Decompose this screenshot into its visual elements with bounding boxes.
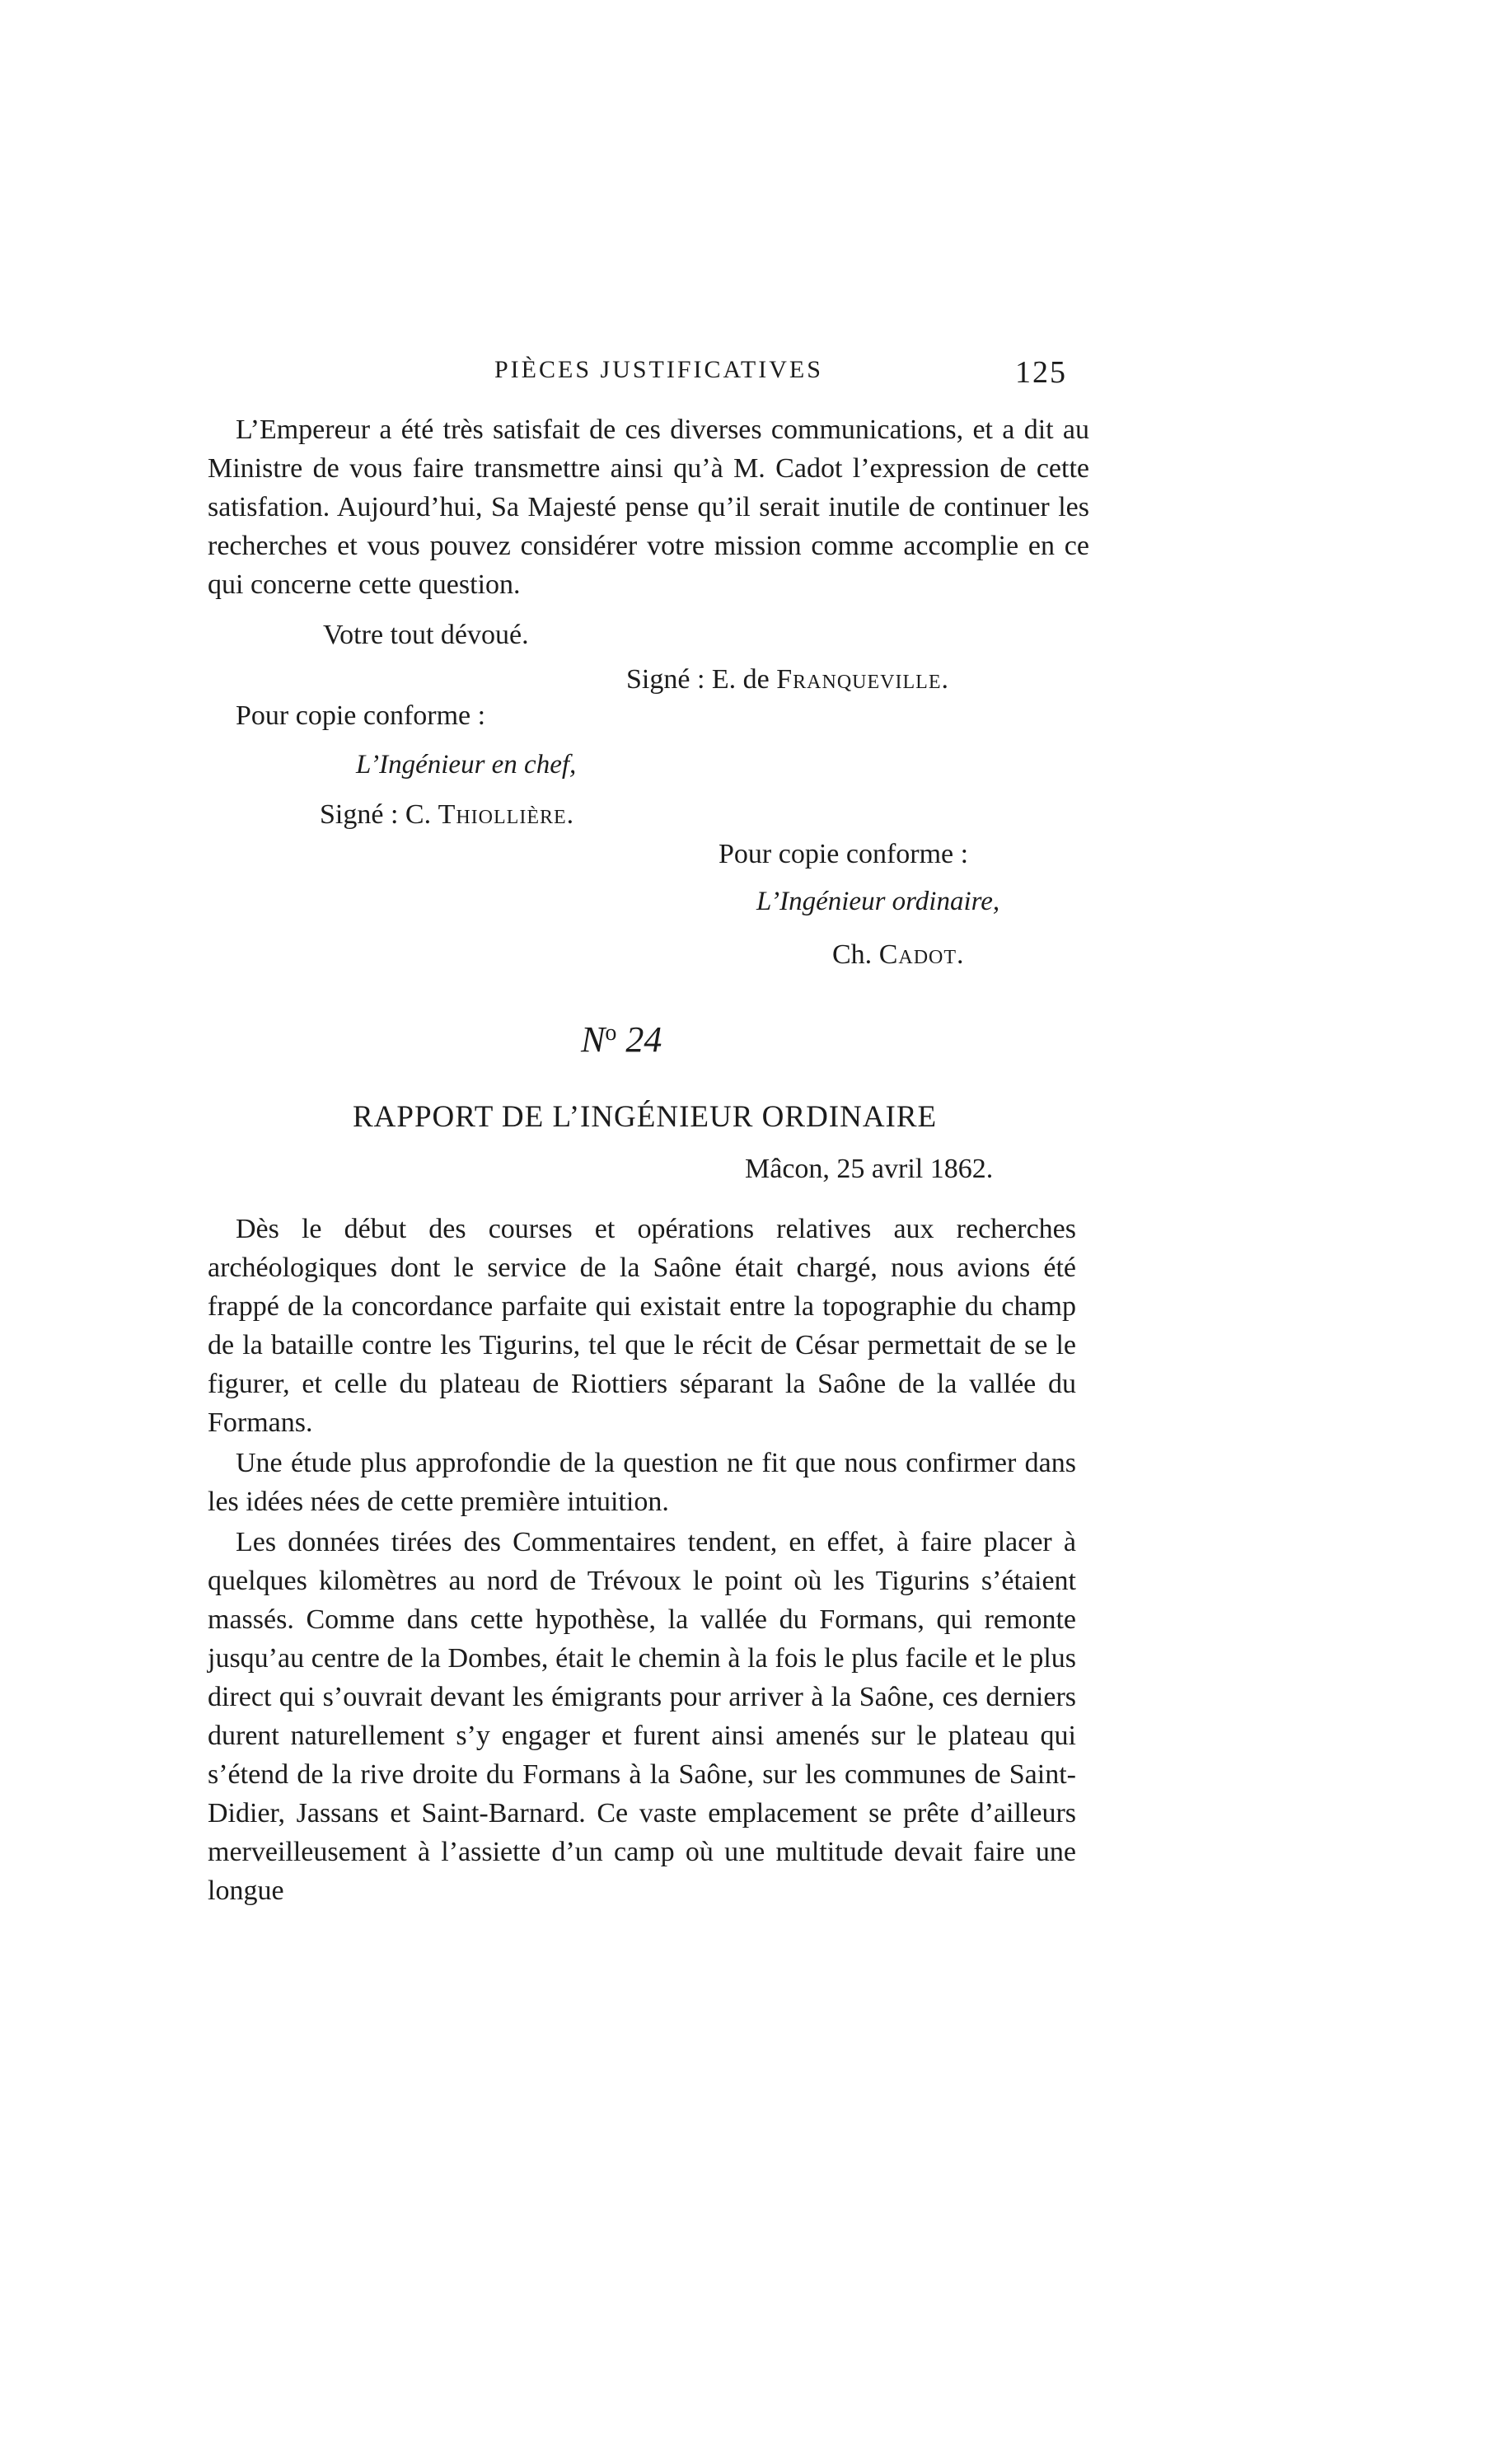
page-number: 125 bbox=[1015, 355, 1067, 390]
copy-conform-label-right: Pour copie conforme : bbox=[719, 839, 969, 869]
signature-name: Franqueville. bbox=[776, 664, 949, 695]
signature-prefix: Signé : C. bbox=[320, 799, 438, 830]
report-heading: RAPPORT DE L’INGÉNIEUR ORDINAIRE bbox=[353, 1100, 938, 1134]
place-date: Mâcon, 25 avril 1862. bbox=[745, 1154, 994, 1184]
number-prefix: N bbox=[581, 1019, 606, 1060]
number-value: 24 bbox=[625, 1019, 662, 1060]
copy-conform-label-left: Pour copie conforme : bbox=[236, 700, 486, 731]
signature-name: Cadot. bbox=[878, 939, 965, 970]
report-paragraph: Les données tirées des Commentaires tendent, en effet, à faire placer à quelques kilomètres au nord de Trévoux le point où les Tigurins s’étaient massés. Comme dans cette hypothèse, la vallée du Formans, qui remonte jusqu’au centre de la Dombes, était le chemin à la fois le plus facile et le plus direct qui s’ouvrait devant les émigrants pour arriver à la Saône, ces derniers durent naturellement s’y engager et furent ainsi amenés sur le plateau qui s’étend de la rive droite du Formans à la Saône, sur les communes de Saint-Didier, Jassans et Saint-Barnard. Ce vaste emplacement se prête d’ailleurs merveilleusement à l’assiette d’un camp où une multitude devait faire une longue bbox=[208, 1527, 1076, 1906]
running-title: PIÈCES JUSTIFICATIVES bbox=[494, 356, 823, 383]
letter-paragraph: L’Empereur a été très satisfait de ces diverses communications, et a dit au Ministre de vous faire transmettre ainsi qu’à M. Cadot l’expression de cette satisfation. Aujourd’hui, Sa Majesté pense qu’il serait inutile de continuer les recherches et vous pouvez considérer votre mission comme accomplie en ce qui concerne cette question. bbox=[208, 414, 1089, 600]
letter-closing: Votre tout dévoué. bbox=[323, 620, 529, 650]
letter-body bbox=[208, 410, 1089, 604]
ordinary-engineer-name bbox=[832, 939, 965, 971]
report-paragraph: Une étude plus approfondie de la question ne fit que nous confirmer dans les idées nées de cette première intuition. bbox=[208, 1448, 1076, 1517]
signature-name: Thiollière. bbox=[438, 799, 575, 830]
ordinary-engineer-title: L’Ingénieur ordinaire, bbox=[756, 887, 1000, 916]
document-number bbox=[581, 1018, 662, 1061]
number-superscript: o bbox=[605, 1020, 617, 1046]
chief-engineer-title: L’Ingénieur en chef, bbox=[356, 750, 577, 780]
signature-prefix: Signé : E. de bbox=[626, 664, 777, 695]
report-body bbox=[208, 1210, 1076, 1910]
chief-engineer-signature bbox=[320, 799, 574, 831]
report-paragraph: Dès le début des courses et opérations relatives aux recherches archéologiques dont le service de la Saône était chargé, nous avions été frappé de la concordance parfaite qui existait entre la topographie du champ de la bataille contre les Tigurins, tel que le récit de César permettait de se le figurer, et celle du plateau de Riottiers séparant la Saône de la vallée du Formans. bbox=[208, 1214, 1076, 1438]
name-prefix: Ch. bbox=[832, 939, 879, 970]
letter-signature bbox=[626, 664, 949, 695]
